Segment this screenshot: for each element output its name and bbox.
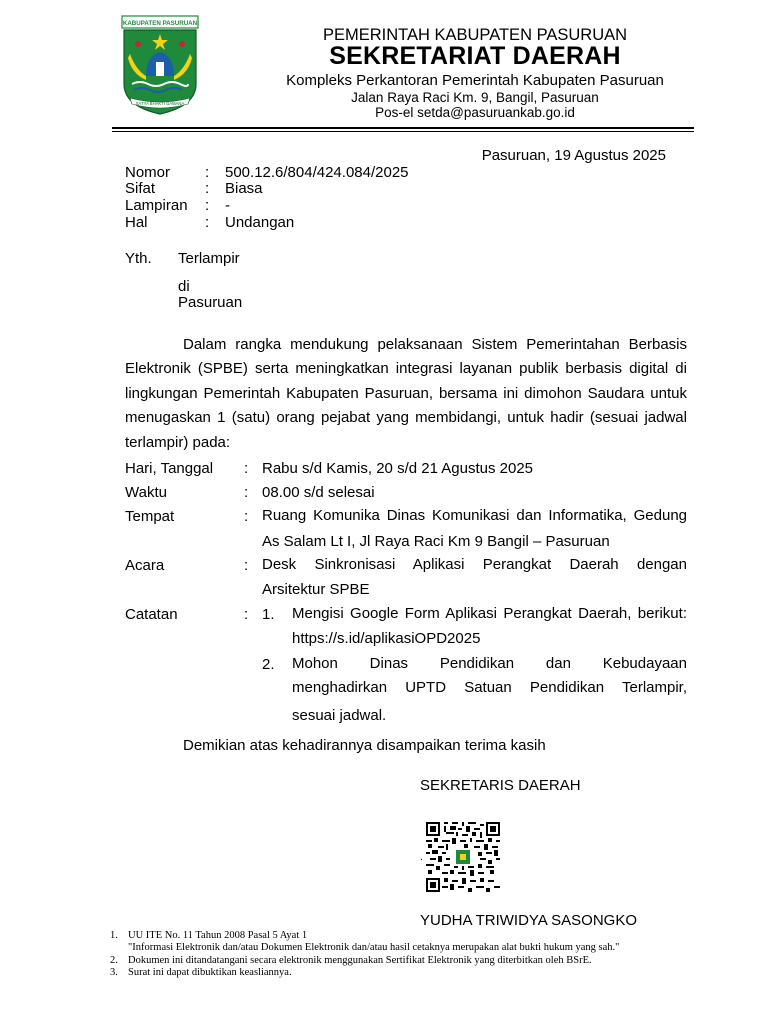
meta-colon: : [205, 214, 210, 231]
footnote-1-text: UU ITE No. 11 Tahun 2008 Pasal 5 Ayat 1 [128, 930, 308, 941]
detail-label-catatan: Catatan [125, 606, 178, 623]
signature-dot: . [420, 852, 423, 863]
note-number: 2. [262, 656, 275, 673]
closing-sentence: Demikian atas kehadirannya disampaikan terima kasih [183, 737, 546, 754]
kabupaten-pasuruan-logo [116, 14, 204, 118]
footnote-number: 2. [110, 955, 118, 966]
meta-colon: : [205, 164, 210, 181]
detail-colon: : [244, 508, 249, 525]
recipient-name: Terlampir [178, 250, 240, 267]
note-number: 1. [262, 606, 275, 623]
logo-banner-text: KABUPATEN PASURUAN [122, 20, 198, 27]
detail-label-waktu: Waktu [125, 484, 167, 501]
footnote-number: 1. [110, 930, 118, 941]
meta-label-sifat: Sifat [125, 180, 156, 197]
letterhead-rule-thin [112, 131, 694, 132]
qr-code-signature[interactable] [426, 822, 500, 892]
meta-colon: : [205, 180, 210, 197]
meta-value-hal: Undangan [225, 214, 295, 231]
recipient-di: di [178, 278, 190, 295]
detail-label-acara: Acara [125, 557, 165, 574]
meta-value-lampiran: - [225, 197, 230, 214]
footnote-number: 3. [110, 967, 118, 978]
footnote-3-text: Surat ini dapat dibuktikan keasliannya. [128, 967, 292, 978]
detail-value-tempat-line1: Ruang Komunika Dinas Komunikasi dan Informatika, Gedung [262, 507, 687, 524]
detail-value-acara-line2: Arsitektur SPBE [262, 581, 370, 598]
letterhead-address: Jalan Raya Raci Km. 9, Bangil, Pasuruan [351, 90, 599, 105]
detail-value-acara-line1: Desk Sinkronisasi Aplikasi Perangkat Daerah dengan [262, 556, 687, 573]
note-2-line3: sesuai jadwal. [292, 707, 387, 724]
note-1-line1: Mengisi Google Form Aplikasi Perangkat Daerah, berikut: [292, 605, 687, 622]
detail-value-waktu: 08.00 s/d selesai [262, 484, 375, 501]
meta-label-hal: Hal [125, 214, 148, 231]
letterhead-government: PEMERINTAH KABUPATEN PASURUAN [322, 26, 628, 44]
meta-value-nomor: 500.12.6/804/424.084/2025 [225, 164, 409, 181]
detail-colon: : [244, 484, 249, 501]
note-2-line1: Mohon Dinas Pendidikan dan Kebudayaan [292, 655, 687, 672]
footnote-1-quote: "Informasi Elektronik dan/atau Dokumen Elektronik dan/atau hasil cetaknya merupakan alat bukti hukum yang sah." [128, 942, 620, 953]
detail-value-tempat-line2: As Salam Lt I, Jl Raya Raci Km 9 Bangil – Pasuruan [262, 533, 610, 550]
meta-colon: : [205, 197, 210, 214]
letterhead-email: Pos-el setda@pasuruankab.go.id [375, 105, 575, 120]
meta-value-sifat: Biasa [225, 180, 263, 197]
body-paragraph [125, 333, 687, 455]
signature-title: SEKRETARIS DAERAH [420, 777, 581, 794]
recipient-place: Pasuruan [178, 294, 243, 311]
detail-colon: : [244, 606, 249, 623]
letterhead-rule-thick [112, 127, 694, 129]
detail-label-hari: Hari, Tanggal [125, 460, 214, 477]
logo-motto-text: SATYA BHAKTI GAMANA [135, 101, 185, 106]
signatory-name: YUDHA TRIWIDYA SASONGKO [420, 912, 637, 929]
letter-date: Pasuruan, 19 Agustus 2025 [481, 147, 666, 164]
detail-colon: : [244, 460, 249, 477]
letterhead-office: SEKRETARIAT DAERAH [329, 42, 621, 70]
detail-colon: : [244, 557, 249, 574]
detail-value-hari: Rabu s/d Kamis, 20 s/d 21 Agustus 2025 [262, 460, 534, 477]
note-1-link[interactable]: https://s.id/aplikasiOPD2025 [292, 630, 481, 647]
footnote-2-text: Dokumen ini ditandatangani secara elektronik menggunakan Sertifikat Elektronik yang diterbitkan oleh BSrE. [128, 955, 592, 966]
letterhead-complex: Kompleks Perkantoran Pemerintah Kabupaten Pasuruan [286, 72, 664, 89]
body-text: Dalam rangka mendukung pelaksanaan Sistem Pemerintahan Berbasis Elektronik (SPBE) serta meningkatkan integrasi layanan publik berbasis digital di lingkungan Pemerintah Kabupaten Pasuruan, bersama ini dimohon Saudara untuk menugaskan 1 (satu) orang pejabat yang membidangi, untuk hadir (sesuai jadwal terlampir) pada: [125, 336, 687, 451]
meta-label-lampiran: Lampiran [125, 197, 188, 214]
detail-label-tempat: Tempat [125, 508, 175, 525]
note-2-line2: menghadirkan UPTD Satuan Pendidikan Terlampir, [292, 679, 687, 696]
meta-label-nomor: Nomor [125, 164, 171, 181]
recipient-yth: Yth. [125, 250, 152, 267]
